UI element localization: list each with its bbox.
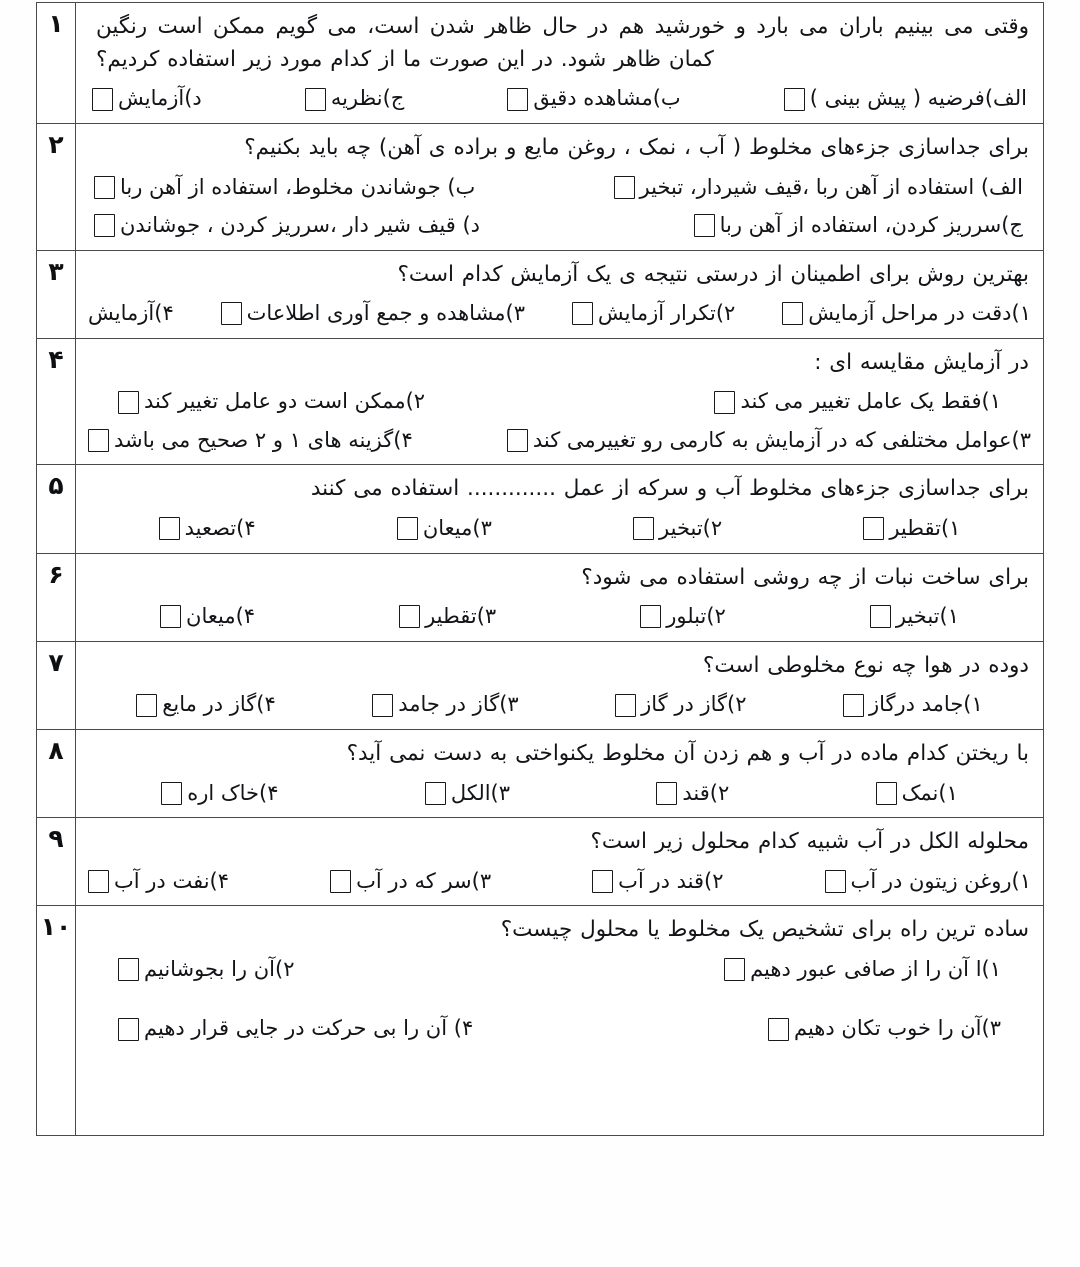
option-be[interactable] (507, 83, 680, 115)
option-dal[interactable] (92, 83, 202, 115)
option-label: ۱)جامد درگاز (868, 692, 983, 717)
option-list (88, 386, 1031, 418)
option-1[interactable] (876, 778, 958, 810)
option-checkbox[interactable] (372, 694, 393, 717)
option-checkbox[interactable] (782, 302, 803, 325)
option-checkbox[interactable] (694, 214, 715, 237)
option-checkbox[interactable] (592, 870, 613, 893)
option-label: ۳)گاز در جامد (398, 692, 519, 717)
question-number-1: ۱ (37, 3, 76, 124)
option-label: ج)نظریه (330, 86, 405, 111)
option-list (88, 298, 1031, 330)
option-label: الف) استفاده از آهن ربا ،قیف شیردار، تبخیر (639, 174, 1023, 199)
option-checkbox[interactable] (640, 605, 661, 628)
option-checkbox[interactable] (870, 605, 891, 628)
option-list (88, 172, 1031, 204)
option-label: ۲)آن را بجوشانیم (144, 956, 295, 981)
table-row (37, 641, 1044, 729)
question-body-2 (76, 123, 1044, 250)
option-checkbox[interactable] (615, 694, 636, 717)
question-body-1 (76, 3, 1044, 124)
question-number-4: ۴ (37, 338, 76, 465)
option-checkbox[interactable] (614, 176, 635, 199)
option-checkbox[interactable] (330, 870, 351, 893)
option-label: ۳)تقطیر (425, 604, 497, 629)
question-body-3 (76, 250, 1044, 338)
option-label: ب)مشاهده دقیق (533, 86, 681, 111)
option-1[interactable] (870, 601, 959, 633)
option-label: ۱)نمک (901, 780, 958, 805)
option-label: ۳)سر که در آب (356, 868, 492, 893)
question-stem: محلوله الکل در آب شبیه کدام محلول زیر است؟ (590, 829, 1029, 855)
option-label: ۳)مشاهده و جمع آوری اطلاعات (246, 301, 526, 326)
option-label: ۴)تصعید (184, 516, 256, 541)
option-label: ۳)میعان (422, 516, 492, 541)
option-checkbox[interactable] (161, 782, 182, 805)
option-2[interactable] (118, 386, 425, 418)
option-2[interactable] (572, 298, 735, 330)
question-number-5: ۵ (37, 465, 76, 553)
option-4[interactable] (160, 601, 255, 633)
option-1[interactable] (843, 689, 983, 721)
option-list (88, 689, 1031, 721)
question-body-6 (76, 553, 1044, 641)
option-3[interactable] (372, 689, 519, 721)
table-row (37, 3, 1044, 124)
option-label: ج)سرریز کردن، استفاده از آهن ربا (719, 213, 1023, 238)
option-label: الف)فرضیه ( پیش بینی ) (809, 86, 1027, 111)
option-label: ۴)نفت در آب (114, 868, 230, 893)
option-label: ۴)آزمایش (88, 301, 174, 326)
table-row (37, 123, 1044, 250)
option-checkbox[interactable] (572, 302, 593, 325)
option-label: ۱)تبخیر (895, 604, 959, 629)
option-label: ۱)ا آن را از صافی عبور دهیم (750, 956, 1001, 981)
option-label: ۲)ممکن است دو عامل تغییر کند (144, 389, 426, 414)
option-dal[interactable] (94, 210, 480, 242)
table-row (37, 250, 1044, 338)
option-alef[interactable] (614, 172, 1023, 204)
question-number-9: ۹ (37, 818, 76, 906)
option-list (88, 425, 1031, 457)
table-row (37, 338, 1044, 465)
question-body-8 (76, 729, 1044, 817)
option-checkbox[interactable] (633, 517, 654, 540)
question-body-4 (76, 338, 1044, 465)
option-checkbox[interactable] (118, 1018, 139, 1041)
option-3[interactable] (330, 866, 491, 898)
question-number-2: ۲ (37, 123, 76, 250)
option-checkbox[interactable] (221, 302, 242, 325)
option-2[interactable] (633, 513, 722, 545)
option-label: ۳)آن را خوب تکان دهیم (793, 1016, 1001, 1041)
option-checkbox[interactable] (88, 429, 109, 452)
option-label: ۴)گزینه های ۱ و ۲ صحیح می باشد (114, 427, 413, 452)
option-checkbox[interactable] (160, 605, 181, 628)
option-checkbox[interactable] (397, 517, 418, 540)
table-row (37, 553, 1044, 641)
option-label: ۱)تقطیر (889, 516, 961, 541)
option-checkbox[interactable] (159, 517, 180, 540)
option-4[interactable] (161, 778, 278, 810)
question-body-9 (76, 818, 1044, 906)
option-label: ۲)قند در آب (618, 868, 724, 893)
question-body-5 (76, 465, 1044, 553)
question-stem: برای ساخت نبات از چه روشی استفاده می شود؟ (581, 564, 1029, 590)
option-2[interactable] (615, 689, 746, 721)
option-jim[interactable] (694, 210, 1023, 242)
option-1[interactable] (782, 298, 1031, 330)
option-label: ۱)فقط یک عامل تغییر می کند (740, 389, 1001, 414)
question-stem: ساده ترین راه برای تشخیص یک مخلوط یا محلول چیست؟ (500, 917, 1029, 943)
exam-question-table (36, 2, 1044, 1136)
option-1[interactable] (863, 513, 960, 545)
question-number-6: ۶ (37, 553, 76, 641)
option-checkbox[interactable] (825, 870, 846, 893)
option-checkbox[interactable] (118, 391, 139, 414)
table-row (37, 818, 1044, 906)
option-checkbox[interactable] (507, 429, 528, 452)
table-row (37, 906, 1044, 1136)
question-stem: وقتی می بینیم باران می بارد و خورشید هم در حال ظاهر شدن است، می گویم ممکن است رنگین کمان ظاهر شود. در این صورت ما از کدام مورد زیر استفاده کردیم؟ (96, 14, 1029, 72)
question-stem: دوده در هوا چه نوع مخلوطی است؟ (702, 652, 1029, 678)
option-label: ۱)دقت در مراحل آزمایش (808, 301, 1031, 326)
option-label: ۳)الکل (450, 780, 511, 805)
option-label: ۴) آن را بی حرکت در جایی قرار دهیم (144, 1016, 474, 1041)
option-checkbox[interactable] (656, 782, 677, 805)
option-checkbox[interactable] (768, 1018, 789, 1041)
option-3[interactable] (397, 513, 492, 545)
option-list (88, 954, 1031, 986)
option-checkbox[interactable] (94, 214, 115, 237)
option-checkbox[interactable] (425, 782, 446, 805)
option-label: ۴)گاز در مایع (162, 692, 276, 717)
option-4[interactable] (88, 298, 174, 330)
option-list (88, 210, 1031, 242)
option-2[interactable] (118, 954, 294, 986)
option-list (88, 866, 1031, 898)
question-number-7: ۷ (37, 641, 76, 729)
option-label: ۱)روغن زیتون در آب (850, 868, 1031, 893)
option-checkbox[interactable] (784, 88, 805, 111)
table-row (37, 465, 1044, 553)
question-number-3: ۳ (37, 250, 76, 338)
option-4[interactable] (159, 513, 256, 545)
option-1[interactable] (724, 954, 1001, 986)
option-3[interactable] (507, 425, 1031, 457)
option-3[interactable] (221, 298, 525, 330)
question-number-10: ۱۰ (37, 906, 76, 1136)
option-label: ۴)خاک اره (187, 780, 279, 805)
question-number-8: ۸ (37, 729, 76, 817)
option-checkbox[interactable] (94, 176, 115, 199)
option-checkbox[interactable] (724, 958, 745, 981)
option-checkbox[interactable] (92, 88, 113, 111)
option-4[interactable] (136, 689, 276, 721)
option-1[interactable] (714, 386, 1001, 418)
option-label: د)آزمایش (118, 86, 202, 111)
option-checkbox[interactable] (88, 870, 109, 893)
question-stem: در آزمایش مقایسه ای : (814, 349, 1029, 375)
option-list (88, 1013, 1031, 1045)
option-checkbox[interactable] (876, 782, 897, 805)
option-3[interactable] (399, 601, 496, 633)
option-label: ۲)گاز در گاز (641, 692, 747, 717)
option-list (88, 778, 1031, 810)
option-list (88, 513, 1031, 545)
option-jim[interactable] (305, 83, 405, 115)
option-checkbox[interactable] (863, 517, 884, 540)
option-1[interactable] (825, 866, 1031, 898)
option-checkbox[interactable] (305, 88, 326, 111)
option-label: ۲)قند (682, 780, 730, 805)
option-label: ۲)تبلور (666, 604, 726, 629)
option-list (88, 83, 1031, 115)
question-stem: بهترین روش برای اطمینان از درستی نتیجه ی یک آزمایش کدام است؟ (397, 261, 1029, 287)
question-body-7 (76, 641, 1044, 729)
option-label: ۳)عوامل مختلفی که در آزمایش به کارمی رو تغییرمی کند (532, 427, 1031, 452)
option-label: ۴)میعان (186, 604, 256, 629)
option-label: د) قیف شیر دار ،سرریز کردن ، جوشاندن (120, 213, 481, 238)
question-body-10 (76, 906, 1044, 1136)
option-checkbox[interactable] (714, 391, 735, 414)
option-label: ۲)تکرار آزمایش (597, 301, 736, 326)
question-stem: با ریختن کدام ماده در آب و هم زدن آن مخلوط یکنواختی به دست نمی آید؟ (346, 740, 1029, 766)
option-4[interactable] (118, 1013, 473, 1045)
option-label: ب) جوشاندن مخلوط، استفاده از آهن ربا (120, 174, 476, 199)
question-stem: برای جداسازی جزءهای مخلوط ( آب ، نمک ، روغن مایع و براده ی آهن) چه باید بکنیم؟ (244, 134, 1029, 160)
option-2[interactable] (640, 601, 726, 633)
option-list (88, 601, 1031, 633)
option-checkbox[interactable] (136, 694, 157, 717)
option-2[interactable] (592, 866, 723, 898)
option-2[interactable] (656, 778, 729, 810)
option-label: ۲)تبخیر (659, 516, 723, 541)
option-checkbox[interactable] (118, 958, 139, 981)
table-row (37, 729, 1044, 817)
option-4[interactable] (88, 425, 413, 457)
option-3[interactable] (425, 778, 510, 810)
option-alef[interactable] (784, 83, 1027, 115)
option-3[interactable] (768, 1013, 1001, 1045)
option-checkbox[interactable] (399, 605, 420, 628)
option-4[interactable] (88, 866, 229, 898)
option-checkbox[interactable] (507, 88, 528, 111)
option-be[interactable] (94, 172, 475, 204)
option-checkbox[interactable] (843, 694, 864, 717)
question-stem: برای جداسازی جزءهای مخلوط آب و سرکه از عمل ............. استفاده می کنند (310, 476, 1029, 502)
